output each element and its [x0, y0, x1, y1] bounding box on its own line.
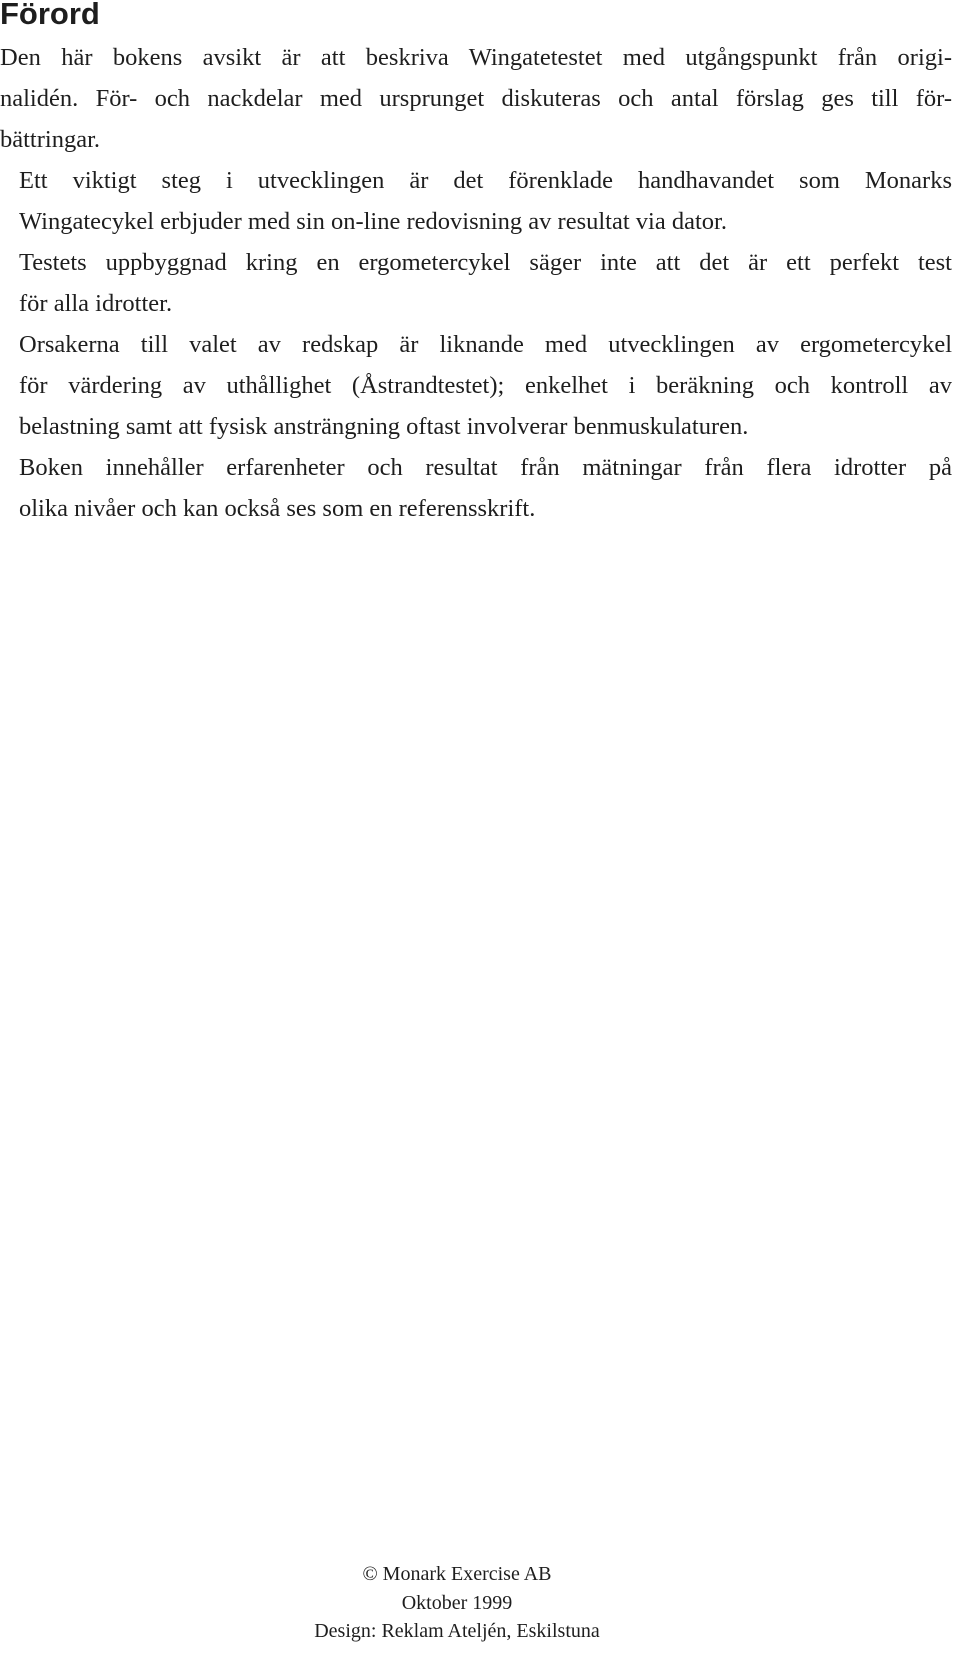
design-credit: Design: Reklam Ateljén, Eskilstuna: [314, 1620, 600, 1642]
text-line: Ett viktigt steg i utvecklingen är det förenklade handhavandet som Monarks: [19, 167, 952, 194]
paragraph-test-structure: [0, 242, 952, 324]
foreword-body: [0, 37, 952, 529]
text-line: olika nivåer och kan också ses som en referensskrift.: [19, 495, 536, 522]
text-line: Boken innehåller erfarenheter och resultat från mätningar från flera idrotter på: [19, 454, 952, 481]
text-line: Testets uppbyggnad kring en ergometercykel säger inte att det är ett perfekt test: [19, 249, 952, 276]
text-line: bättringar.: [0, 126, 101, 153]
text-line: för alla idrotter.: [19, 290, 173, 317]
paragraph-reasons: [0, 324, 952, 447]
text-line: belastning samt att fysisk ansträngning oftast involverar benmuskulaturen.: [19, 413, 749, 440]
paragraph-content: [0, 447, 952, 529]
page-title: Förord: [0, 0, 100, 31]
date-line: Oktober 1999: [401, 1591, 513, 1614]
text-line: Orsakerna till valet av redskap är liknande med utvecklingen av ergometercykel: [19, 331, 952, 358]
text-line: nalidén. För- och nackdelar med ursprunget diskuteras och antal förslag ges till för-: [0, 85, 952, 112]
text-line: för värdering av uthållighet (Åstrandtestet); enkelhet i beräkning och kontroll av: [19, 372, 952, 399]
text-line: Wingatecykel erbjuder med sin on-line redovisning av resultat via dator.: [19, 208, 727, 235]
text-line: Den här bokens avsikt är att beskriva Wingatetestet med utgångspunkt från origi-: [0, 44, 952, 71]
copyright-line: © Monark Exercise AB: [362, 1563, 552, 1585]
colophon: [0, 1560, 960, 1646]
paragraph-wingate-bike: [0, 160, 952, 242]
paragraph-purpose: [0, 37, 952, 160]
